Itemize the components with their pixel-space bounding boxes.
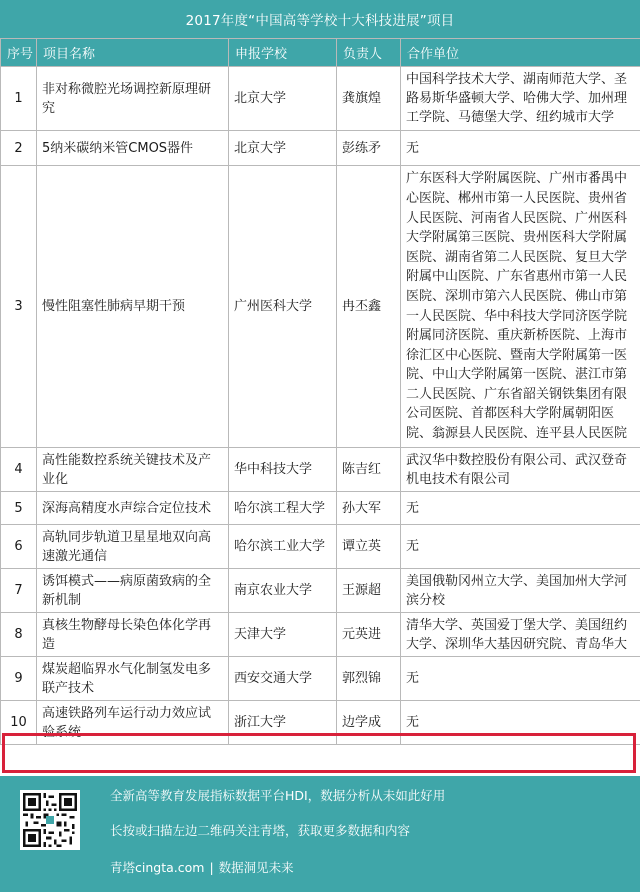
header-partners: 合作单位 — [401, 39, 640, 67]
cell-leader: 陈吉红 — [337, 448, 401, 492]
cell-school: 浙江大学 — [229, 701, 337, 745]
cell-leader: 冉丕鑫 — [337, 166, 401, 448]
cell-partners: 无 — [401, 657, 640, 701]
cell-project-name: 非对称微腔光场调控新原理研究 — [37, 67, 229, 131]
table-row — [1, 166, 640, 448]
table-row — [1, 569, 640, 613]
footer-separator: | — [209, 860, 214, 875]
cell-school: 哈尔滨工程大学 — [229, 492, 337, 525]
cell-partners: 无 — [401, 701, 640, 745]
cell-leader: 彭练矛 — [337, 131, 401, 166]
cell-no: 2 — [1, 131, 37, 166]
cell-school: 北京大学 — [229, 67, 337, 131]
table-row-highlighted — [1, 701, 640, 745]
cell-no: 5 — [1, 492, 37, 525]
table-header-row — [1, 39, 640, 67]
cell-leader: 郭烈锦 — [337, 657, 401, 701]
footer — [0, 776, 640, 892]
cell-no: 10 — [1, 701, 37, 745]
cell-project-name: 5纳米碳纳米管CMOS器件 — [37, 131, 229, 166]
table-row — [1, 525, 640, 569]
footer-brand — [110, 858, 294, 876]
footer-qr-instruction: 长按或扫描左边二维码关注青塔，获取更多数据和内容 — [110, 823, 411, 838]
cell-project-name: 高轨同步轨道卫星星地双向高速激光通信 — [37, 525, 229, 569]
cell-partners: 广东医科大学附属医院、广州市番禺中心医院、郴州市第一人民医院、贵州省人民医院、河南省人民医院、广州医科大学附属第三医院、贵州医科大学附属医院、湖南省第二人民医院、复旦大学附属中山医院、广东省惠州市第一人民医院、深圳市第六人民医院、佛山市第一人民医院、华中科技大学同济医学院附属同济医院、重庆新桥医院、上海市徐汇区中心医院、暨南大学附属第一医院、中山大学附属第一医院、湛江市第二人民医院、广东省韶关钢铁集团有限公司医院、首都医科大学附属朝阳医院、翁源县人民医院、连平县人民医院 — [401, 166, 640, 448]
cell-project-name: 高性能数控系统关键技术及产业化 — [37, 448, 229, 492]
cell-no: 6 — [1, 525, 37, 569]
cell-school: 西安交通大学 — [229, 657, 337, 701]
cell-project-name: 高速铁路列车运行动力效应试验系统 — [37, 701, 229, 745]
footer-brand-link[interactable]: 青塔cingta.com — [110, 860, 205, 875]
cell-partners: 美国俄勒冈州立大学、美国加州大学河滨分校 — [401, 569, 640, 613]
cell-school: 哈尔滨工业大学 — [229, 525, 337, 569]
table-row — [1, 67, 640, 131]
cell-no: 9 — [1, 657, 37, 701]
cell-partners: 清华大学、英国爱丁堡大学、美国纽约大学、深圳华大基因研究院、青岛华大 — [401, 613, 640, 657]
cell-no: 1 — [1, 67, 37, 131]
footer-slogan: 数据洞见未来 — [218, 860, 294, 875]
cell-leader: 王源超 — [337, 569, 401, 613]
cell-no: 8 — [1, 613, 37, 657]
cell-school: 北京大学 — [229, 131, 337, 166]
footer-hdi-promo: 全新高等教育发展指标数据平台HDI，数据分析从未如此好用 — [110, 788, 446, 803]
table-row — [1, 131, 640, 166]
cell-leader: 谭立英 — [337, 525, 401, 569]
cell-leader: 边学成 — [337, 701, 401, 745]
cell-leader: 孙大军 — [337, 492, 401, 525]
cell-project-name: 煤炭超临界水气化制氢发电多联产技术 — [37, 657, 229, 701]
cell-partners: 无 — [401, 492, 640, 525]
header-leader: 负责人 — [337, 39, 401, 67]
cell-no: 3 — [1, 166, 37, 448]
cell-school: 广州医科大学 — [229, 166, 337, 448]
table-row — [1, 657, 640, 701]
header-no: 序号 — [1, 39, 37, 67]
header-project-name: 项目名称 — [37, 39, 229, 67]
qr-code-icon[interactable] — [20, 790, 80, 850]
header-school: 申报学校 — [229, 39, 337, 67]
table-row — [1, 492, 640, 525]
table-row — [1, 613, 640, 657]
cell-no: 4 — [1, 448, 37, 492]
cell-partners: 中国科学技术大学、湖南师范大学、圣路易斯华盛顿大学、哈佛大学、加州理工学院、马德堡大学、纽约城市大学 — [401, 67, 640, 131]
cell-no: 7 — [1, 569, 37, 613]
cell-project-name: 诱饵模式——病原菌致病的全新机制 — [37, 569, 229, 613]
cell-school: 天津大学 — [229, 613, 337, 657]
cell-project-name: 真核生物酵母长染色体化学再造 — [37, 613, 229, 657]
cell-project-name: 深海高精度水声综合定位技术 — [37, 492, 229, 525]
projects-table — [0, 38, 640, 745]
table-row — [1, 448, 640, 492]
cell-leader: 元英进 — [337, 613, 401, 657]
cell-school: 南京农业大学 — [229, 569, 337, 613]
cell-leader: 龚旗煌 — [337, 67, 401, 131]
cell-partners: 武汉华中数控股份有限公司、武汉登奇机电技术有限公司 — [401, 448, 640, 492]
cell-school: 华中科技大学 — [229, 448, 337, 492]
cell-partners: 无 — [401, 131, 640, 166]
cell-partners: 无 — [401, 525, 640, 569]
cell-project-name: 慢性阻塞性肺病早期干预 — [37, 166, 229, 448]
page-title: 2017年度“中国高等学校十大科技进展”项目 — [0, 0, 640, 38]
